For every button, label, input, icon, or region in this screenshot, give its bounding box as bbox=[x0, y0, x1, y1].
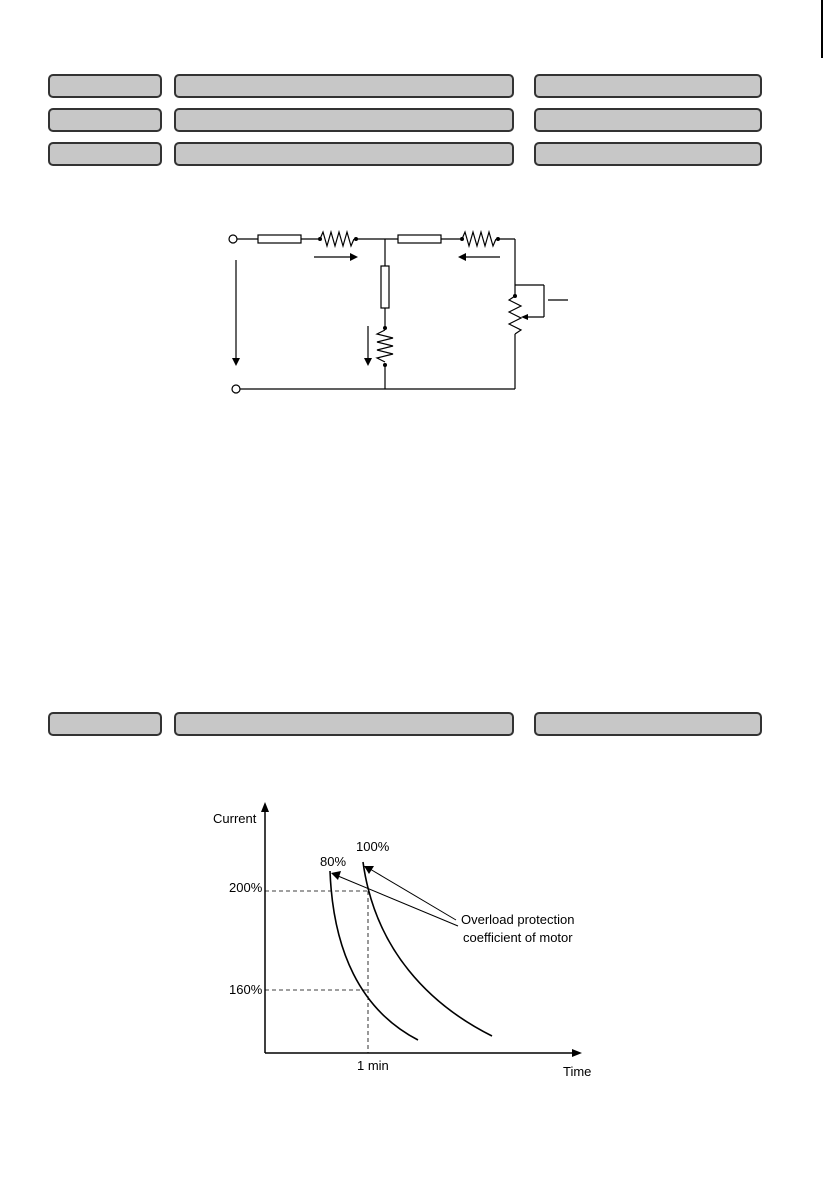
series-100-curve bbox=[363, 862, 492, 1036]
x-tick-label: 1 min bbox=[357, 1058, 389, 1073]
series-label: 100% bbox=[356, 839, 390, 854]
annotation-text: Overload protection bbox=[461, 912, 575, 927]
series-80-curve bbox=[330, 871, 418, 1040]
annotation-arrow bbox=[338, 876, 458, 926]
y-tick-label: 200% bbox=[229, 880, 263, 895]
x-axis-label: Time bbox=[563, 1064, 592, 1079]
y-axis-arrowhead bbox=[261, 802, 269, 812]
annotation-arrowhead bbox=[331, 871, 341, 880]
x-axis-arrowhead bbox=[572, 1049, 582, 1057]
annotation-text: coefficient of motor bbox=[463, 930, 573, 945]
series-label: 80% bbox=[320, 854, 347, 869]
y-tick-label: 160% bbox=[229, 982, 263, 997]
y-axis-label: Current bbox=[213, 811, 257, 826]
